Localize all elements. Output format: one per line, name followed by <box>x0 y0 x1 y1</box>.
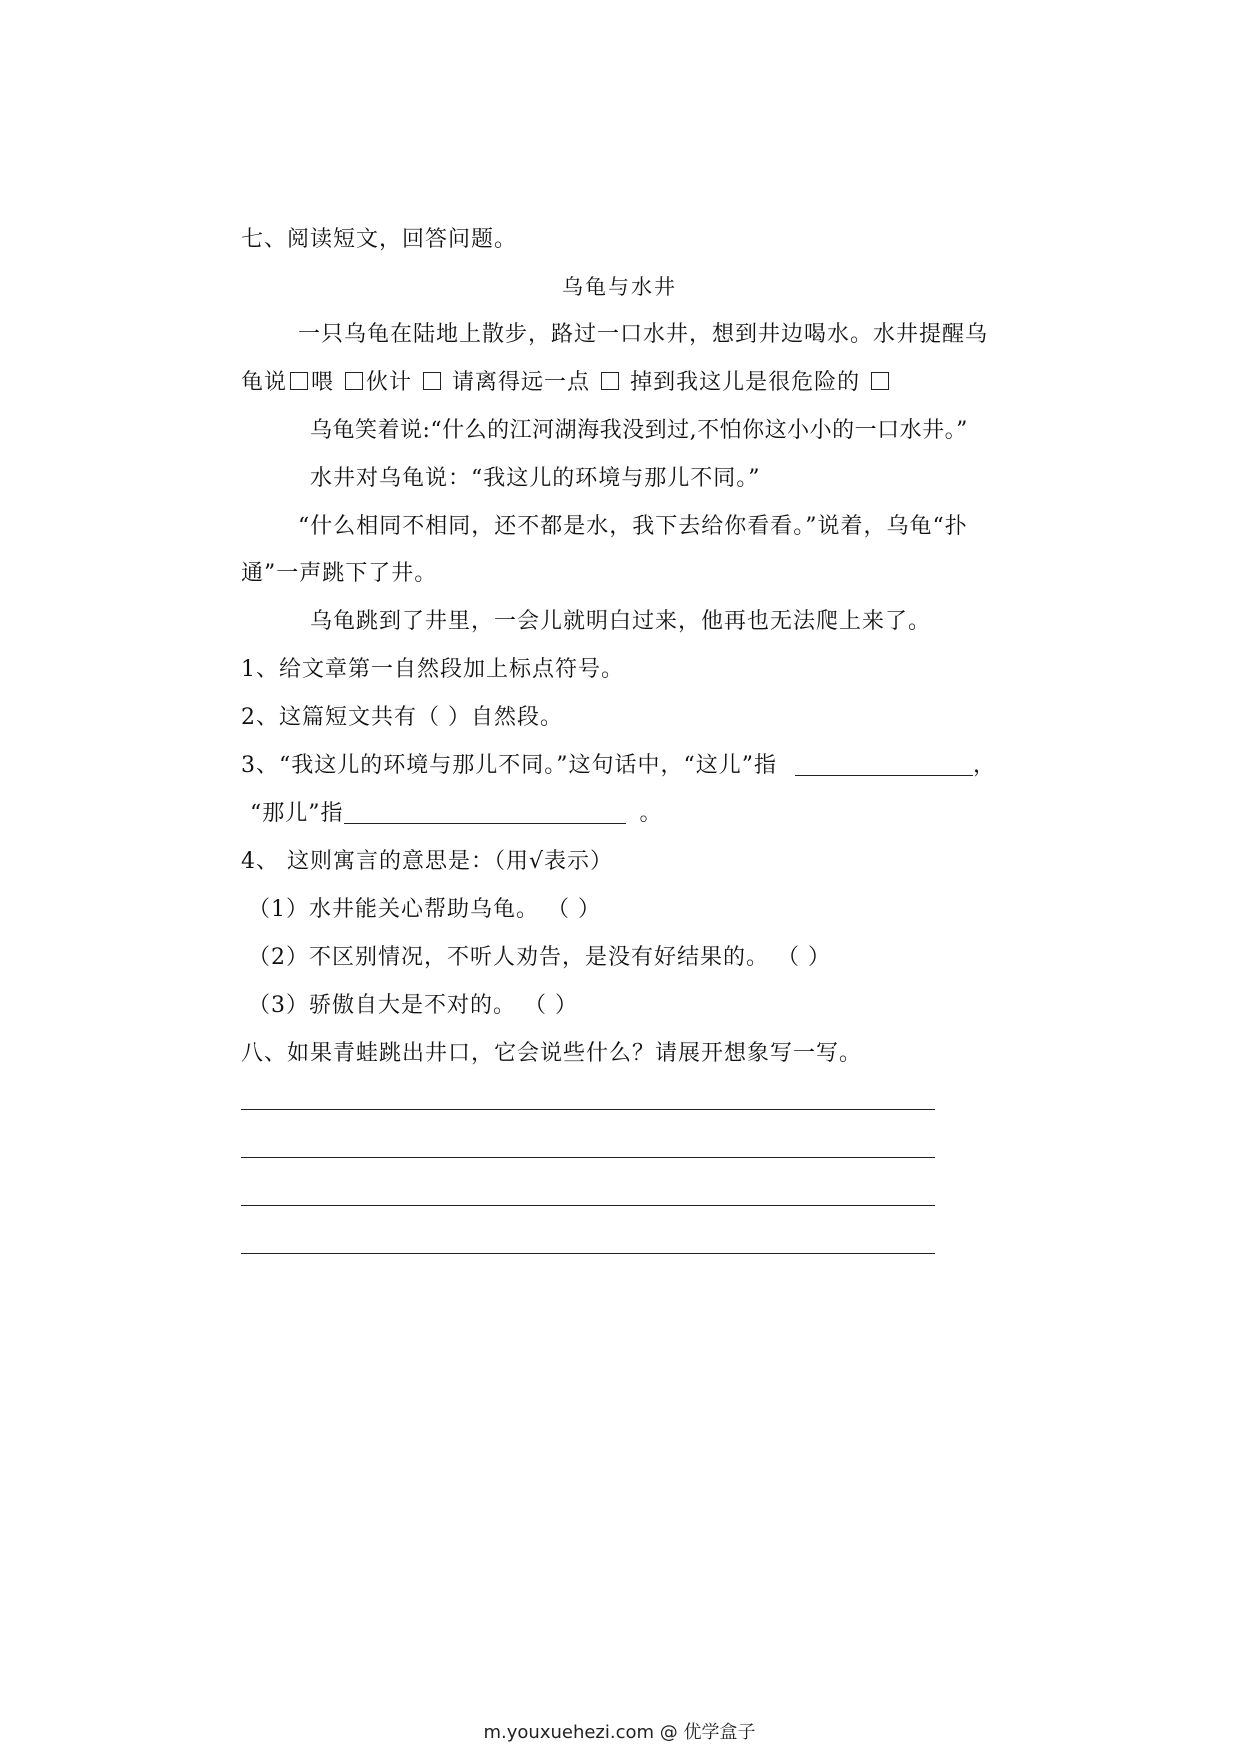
section8-heading: 八、如果青蛙跳出井口，它会说些什么？请展开想象写一写。 <box>241 1041 863 1066</box>
question-3-text-b: ， <box>973 753 997 778</box>
punctuation-box-5[interactable] <box>871 372 889 390</box>
writing-line-3[interactable] <box>241 1205 935 1206</box>
writing-line-4[interactable] <box>241 1253 935 1254</box>
question-4-option-1[interactable]: （1）水井能关心帮助乌龟。 （ ） <box>248 897 601 922</box>
para5: 乌龟跳到了井里，一会儿就明白过来，他再也无法爬上来了。 <box>310 609 932 634</box>
section7-heading: 七、阅读短文，回答问题。 <box>241 227 518 252</box>
para2: 乌龟笑着说:“什么的江河湖海我没到过,不怕你这小小的一口水井。” <box>310 418 968 443</box>
para1-text-e: 掉到我这儿是很危险的 <box>630 370 861 395</box>
para4-line1: “什么相同不相同，还不都是水，我下去给你看看。”说着，乌龟“扑 <box>298 514 968 539</box>
writing-line-2[interactable] <box>241 1157 935 1158</box>
para1-text-a: 龟说 <box>241 370 288 395</box>
question-4-option-3[interactable]: （3）骄傲自大是不对的。 （ ） <box>248 993 578 1018</box>
question-4: 4、 这则寓言的意思是：（用√表示） <box>241 849 614 874</box>
question-3-text-c: “那儿”指 <box>250 801 344 826</box>
para1-text-d: 请离得远一点 <box>452 370 591 395</box>
question-4-option-2[interactable]: （2）不区别情况，不听人劝告，是没有好结果的。 （ ） <box>248 945 831 970</box>
writing-line-1[interactable] <box>241 1109 935 1110</box>
punctuation-box-2[interactable] <box>345 372 363 390</box>
para1-text-b: 喂 <box>311 370 335 395</box>
answer-blank-there[interactable] <box>344 801 626 824</box>
para3: 水井对乌龟说：“我这儿的环境与那儿不同。” <box>310 466 761 491</box>
para1-line2 <box>241 369 892 397</box>
question-2: 2、这篇短文共有（ ）自然段。 <box>241 705 563 730</box>
para1-line1: 一只乌龟在陆地上散步，路过一口水井，想到井边喝水。水井提醒乌 <box>298 322 989 347</box>
question-3-line1 <box>241 752 996 780</box>
footer-watermark: m.youxuehezi.com @ 优学盒子 <box>483 1722 756 1743</box>
question-3-line2 <box>250 800 663 828</box>
punctuation-box-3[interactable] <box>423 372 441 390</box>
para4-line2: 通”一声跳下了井。 <box>241 561 438 586</box>
punctuation-box-4[interactable] <box>601 372 619 390</box>
para1-text-c: 伙计 <box>366 370 413 395</box>
story-title: 乌龟与水井 <box>562 275 677 299</box>
punctuation-box-1[interactable] <box>290 372 308 390</box>
question-1: 1、给文章第一自然段加上标点符号。 <box>241 657 624 682</box>
question-3-text-a: 3、“我这儿的环境与那儿不同。”这句话中，“这儿”指 <box>241 753 777 778</box>
answer-blank-here[interactable] <box>795 753 973 776</box>
question-3-text-d: 。 <box>639 801 663 826</box>
